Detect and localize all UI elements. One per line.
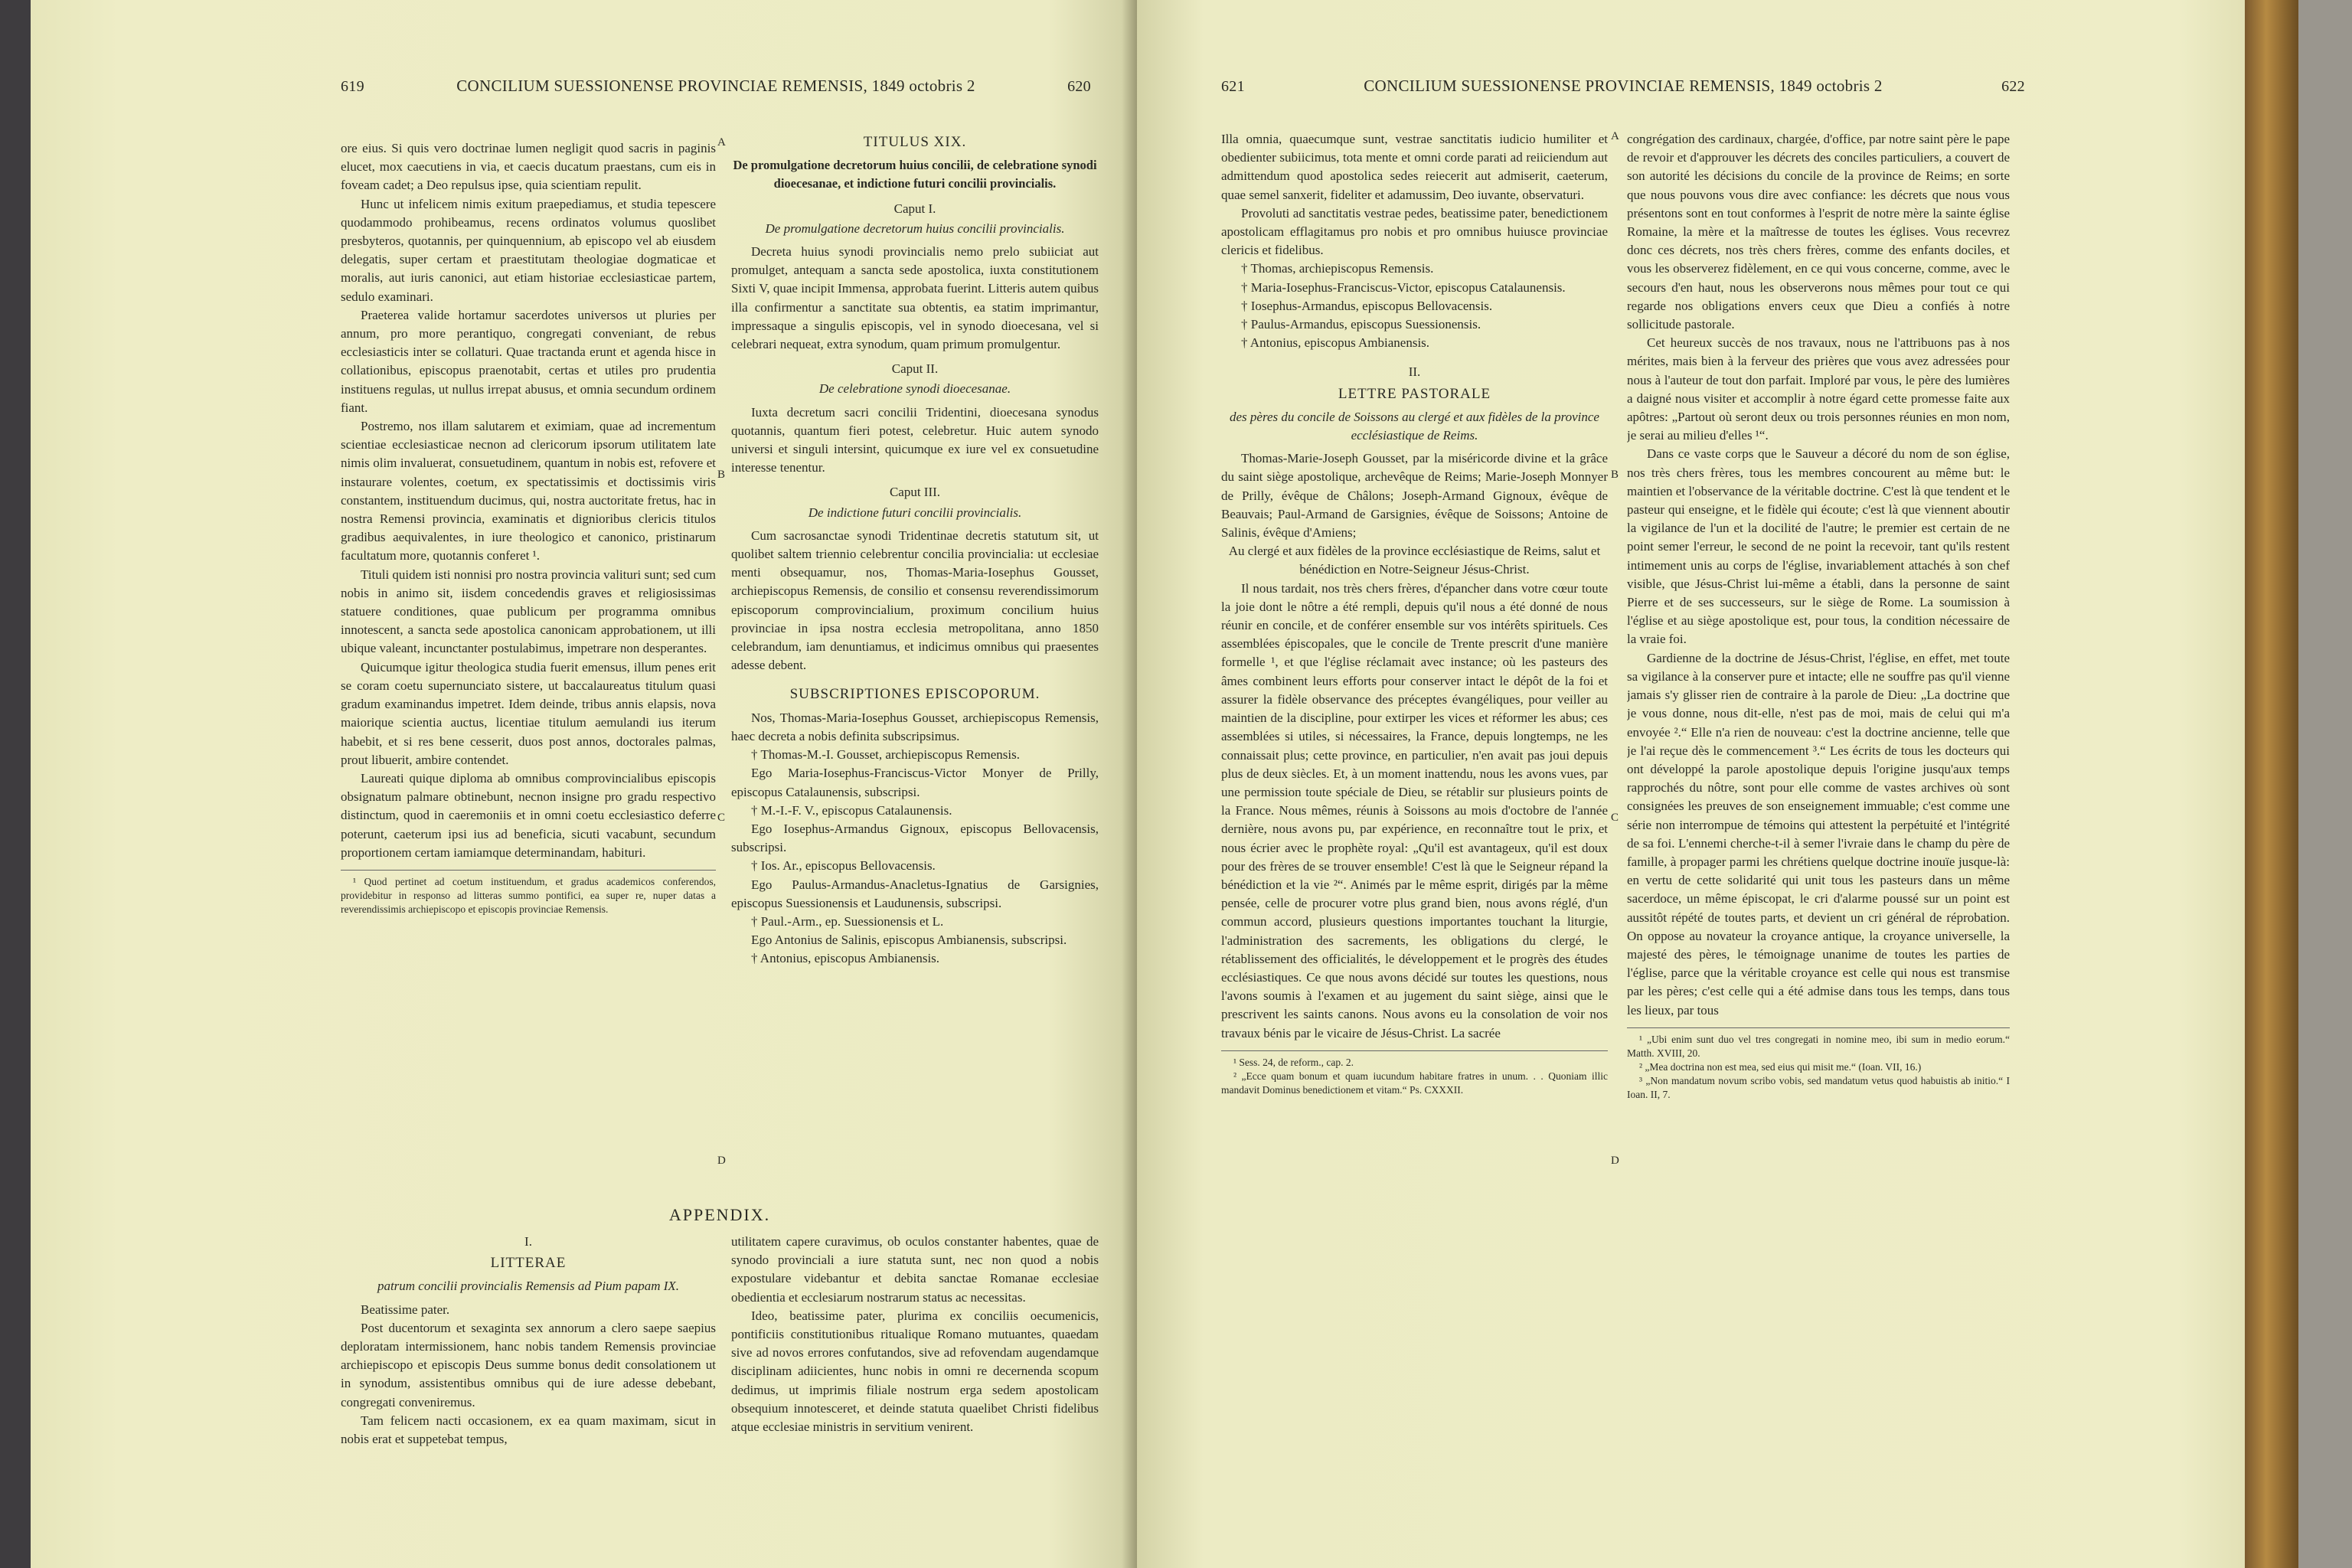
left-column-1: [341, 139, 716, 1196]
paragraph: Tam felicem nacti occasionem, ex ea quam maximam, sicut in nobis erat et suppetebat tempus,: [341, 1413, 716, 1447]
signature: † Maria-Iosephus-Franciscus-Victor, episcopus Catalaunensis.: [1241, 279, 1566, 295]
margin-letter: B: [717, 469, 726, 481]
subscription: † M.-I.-F. V., episcopus Catalaunensis.: [751, 802, 952, 818]
margin-letter: D: [717, 1155, 726, 1167]
paragraph: Dans ce vaste corps que le Sauveur a décoré du nom de son église, nos très chers frères, tous les membres concourent au même but: le maintien et l'observance de la véritable doctrine. C'est là que tendent et le pasteur qui enseigne, et le fidèle qui écoute; c'est là que viennent aboutir la vigilance de l'un et la docilité de l'autre; le premier est certain de ne point semer l'erreur, le second de ne point la recevoir, tant qu'ils restent intimement unis au corps de l'église, invariablement attachés à son chef visible, que Jésus-Christ lui-même a établi, dans la personne de saint Pierre et de ses successeurs, sur le siège de Rome. La soumission à l'église et au siège apostolique est, pour tous, la condition nécessaire de la vraie foi.: [1627, 446, 2010, 647]
signature: † Iosephus-Armandus, episcopus Bellovacensis.: [1241, 298, 1493, 313]
signature: † Paulus-Armandus, episcopus Suessionensis.: [1241, 317, 1481, 332]
margin-letter: A: [717, 136, 726, 149]
margin-letter: D: [1611, 1155, 1619, 1167]
section-number: I.: [524, 1234, 532, 1249]
subscription: Ego Paulus-Armandus-Anacletus-Ignatius de Garsignies, episcopus Suessionensis et Laudunensis, subscripsi.: [731, 877, 1099, 910]
paragraph: Thomas-Marie-Joseph Gousset, par la miséricorde divine et la grâce du saint siège apostolique, archevêque de Reims; Marie-Joseph Monnyer de Prilly, évêque de Châlons; Joseph-Armand Gignoux, évêque de Beauvais; Paul-Armand de Garsignies, évêque de Soissons; Antoine de Salinis, évêque d'Amiens;: [1221, 451, 1608, 541]
paragraph: congrégation des cardinaux, chargée, d'office, par notre saint père le pape de revoir et d'approuver les décrets des conciles particuliers, a couvert de son autorité les décisions du concile de la province de Reims; en sorte que nous pouvons vous dire avec confiance: les décrets que nous vous présentons sont en tout conformes à l'esprit de notre mère la sainte église Romaine, la mère et la maîtresse de toutes les églises. Vous recevrez donc ces décrets, nos très chers frères, comme des enfants dociles, et vous les observerez fidèlement, en ce qui vous concerne, comme, avec le secours d'en haut, nous les observerons nous mêmes pour tout ce qui regarde nos obligations envers ceux que Dieu a confiés à notre sollicitude pastorale.: [1627, 132, 2010, 332]
paragraph: Tituli quidem isti nonnisi pro nostra provincia valituri sunt; sed cum nobis in animo sit, iisdem concedendis graves et religiosissimas statuere conditiones, quae publicum per programma omnibus innotescent, a sancta sede apostolica canonicam approbationem, ut illi ubique valeant, incunctanter postulabimus, impetrare non desperantes.: [341, 567, 716, 656]
right-column-2: [1627, 130, 2010, 1562]
lettre-subtitle: des pères du concile de Soissons au clergé et aux fidèles de la province ecclésiastique de Reims.: [1230, 409, 1599, 443]
paragraph: Laureati quique diploma ab omnibus comprovincialibus episcopis obsignatum palmare obtinebunt, necnon insigne pro gradu respectivo distinctum, quod in caeremoniis et in omni coetu ecclesiastico deferre poterunt, caeterum ipsi ius ad beneficia, sicuti vacabunt, secundum proportionem certam iamiamque determinandam, habituri.: [341, 770, 716, 860]
footnotes: [1627, 1027, 2010, 1102]
margin-letter: C: [1611, 812, 1619, 824]
book-binding: [2245, 0, 2298, 1568]
litterae-subtitle: patrum concilii provincialis Remensis ad Pium papam IX.: [377, 1279, 680, 1294]
subscription: † Thomas-M.-I. Gousset, archiepiscopus Remensis.: [751, 747, 1020, 763]
left-column-2: [731, 130, 1099, 1202]
subscription: Nos, Thomas-Maria-Iosephus Gousset, archiepiscopus Remensis, haec decreta a nobis definita subscripsimus.: [731, 710, 1099, 743]
page-number-619: 619: [341, 78, 364, 95]
footnote-text: ¹ Quod pertinet ad coetum instituendum, et gradus academicos conferendos, providebitur in responso ad litteras summo pontifici, ea super re, nuper datas a reverendissimis archiepiscopo et episcopis provinciae Remensis.: [341, 875, 716, 915]
appendix-column-1: [341, 1233, 716, 1562]
subscription: Ego Maria-Iosephus-Franciscus-Victor Monyer de Prilly, episcopus Catalaunensis, subscripsi.: [731, 766, 1099, 799]
caput-heading: Caput II.: [891, 361, 939, 377]
footnote-text: ¹ „Ubi enim sunt duo vel tres congregati in nomine meo, ibi sum in medio eorum.“ Matth. XVIII, 20.: [1627, 1033, 2010, 1059]
running-head-left: [341, 77, 1091, 96]
footnote-text: ² „Ecce quam bonum et quam iucundum habitare fratres in unum. . . Quoniam illic mandavit Dominus benedictionem et vitam.“ Ps. CXXXII.: [1221, 1070, 1608, 1096]
subscription: † Antonius, episcopus Ambianensis.: [751, 951, 940, 966]
running-head-right: [1221, 77, 2025, 96]
subscription: † Paul.-Arm., ep. Suessionensis et L.: [751, 913, 944, 929]
titulus-subtitle: De promulgatione decretorum huius concilii, de celebratione synodi dioecesanae, et indictione futuri concilii provincialis.: [733, 158, 1097, 191]
margin-letter: C: [717, 812, 726, 824]
caput-subtitle: De indictione futuri concilii provincialis.: [808, 505, 1022, 520]
paragraph: Ideo, beatissime pater, plurima ex conciliis oecumenicis, pontificiis constitutionibus ritualique Romano mutuantes, quaedam sive ad novos errores confutandos, sive ad refovendam augendamque disciplinam adiicientes, hunc nobis in omni re decernenda scopum dedimus, ut imprimis filiale nostrum erga sedem apostolicam obsequium innotesceret, et deinde statuta quaelibet Christi fidelibus atque ecclesiae ministris in servitium venirent.: [731, 1308, 1099, 1435]
paragraph: Decreta huius synodi provincialis nemo prelo subiiciat aut promulget, antequam a sancta sede apostolica, iuxta constitutionem Sixti V, quae incipit Immensa, approbata fuerint. Litteris autem quibus illa confirmentur a sanctitate sua obtentis, ea statim imprimantur, impressaque a singulis episcopis, vel in synodo dioecesana, vel si celebrari nequeat, extra synodum, quam primum promulgentur.: [731, 244, 1099, 352]
running-title: CONCILIUM SUESSIONENSE PROVINCIAE REMENSIS, 1849 octobris 2: [1364, 77, 1883, 95]
paragraph: Il nous tardait, nos très chers frères, d'épancher dans votre cœur toute la joie dont le nôtre a été rempli, depuis qu'il nous a été donné de nous réunir en concile, et de conférer ensemble sur vos intérêts spirituels. Ces assemblées épiscopales, que le concile de Trente prescrit d'une manière formelle ¹, et que l'église réclamait avec instance; où les pasteurs des âmes combinent leurs efforts pour conserver intact le dépôt de la foi et assurer la fidèle observance des préceptes évangéliques, pour veiller au maintien de la discipline, pour extirper les vices et réformer les abus; ces assemblées si utiles, si nécessaires, la France, depuis longtemps, ne les connaissait plus; cette province, en particulier, n'en avait pas joui depuis plus de deux siècles. Et, à un moment inattendu, nous les avons vues, par une permission toute spéciale de Dieu, se rétablir sur plusieurs points de la France. Nous mêmes, réunis à Soissons au mois d'octobre de l'année dernière, nous avons pu, par expérience, en reconnaître tout le prix, et nous écrier avec le prophète royal: „Qu'il est avantageux, qu'il est doux pour des frères de se trouver ensemble! C'est là que le Seigneur répand la bénédiction et la vie ²“. Animés par le même esprit, dirigés par la même pensée, celle de procurer votre plus grand bien, nous avons réglé, d'un commun accord, plusieurs questions importantes touchant la liturgie, l'administration des sacrements, les obligations du clergé, le rétablissement des officialités, le développement et le progrès des études ecclésiastiques. Ce que nous avons décidé sur toutes les questions, nous l'avons soumis à l'examen et au jugement du saint siège, ainsi que le prescrivent les saints canons. Nous avons eu la consolation de voir nos travaux bénis par le vicaire de Jésus-Christ. La sacrée: [1221, 580, 1608, 1040]
paragraph: Iuxta decretum sacri concilii Tridentini, dioecesana synodus quotannis, quantum fieri potest, celebretur. Huic autem synodo universi et singuli intersint, quicumque ex iure vel ex consuetudine interesse tenentur.: [731, 404, 1099, 475]
section-number: II.: [1408, 364, 1421, 380]
titulus-heading: TITULUS XIX.: [863, 134, 967, 150]
paragraph: Praeterea valide hortamur sacerdotes universos ut pluries per annum, pro more perantiquo, congregati conveniant, de rebus ecclesiasticis inter se collaturi. Quae tractanda erunt et agenda hisce in collationibus, episcopus praenotabit, certas et utiles pro prudentia instituens regulas, ut nullus irrepat abusus, et omnia secundum ordinem fiant.: [341, 307, 716, 415]
paragraph: Quicumque igitur theologica studia fuerit emensus, illum penes erit se coram coetu supernunciato sistere, ut baccalaureatus titulum quasi gradum examinandus impetret. Idem deinde, tribus annis elapsis, nova maiorique scientia auctus, licentiae titulum aemulandi ius iterum habebit, et si res bene cesserit, duos post annos, doctorales palmas, prout libuerit, ambire contendet.: [341, 659, 716, 767]
paragraph: Hunc ut infelicem nimis exitum praepediamus, et studia tepescere quodammodo prohibeamus, recens ordinatos volumus quoslibet presbyteros, quotannis, per quinquennium, ab episcopo vel ab eiusdem delegatis, super certam et praestitutam theologiae dogmaticae et moralis, aut iuris canonici, aut etiam historiae ecclesiasticae partem, sedulo examinari.: [341, 196, 716, 304]
footnote-text: ² „Mea doctrina non est mea, sed eius qui misit me.“ (Ioan. VII, 16.): [1639, 1060, 1922, 1073]
paragraph: Gardienne de la doctrine de Jésus-Christ, l'église, en effet, met toute sa vigilance à la conserver pure et intacte; elle ne souffre pas qu'il vienne jamais s'y glisser rien de contraire à la parole de Dieu: „La doctrine que je vous donne, nous dit-elle, n'est pas de moi, mais de celui qui m'a envoyée ².“ Elle n'a rien de nouveau: c'est la doctrine ancienne, telle que je l'ai reçue dès le commencement ³.“ Les écrits de tous les docteurs qui ont développé la parole apostolique depuis l'origine jusqu'aux temps rapprochés du nôtre, sont pour elle comme de vastes archives où sont consignées les preuves de son enseignement immuable; c'est comme une série non interrompue de témoins qui attestent la perpétuité et l'intégrité de sa foi. L'ennemi cherche-t-il à semer l'ivraie dans le champ du père de famille, à propager parmi les chrétiens quelque doctrine inouïe jusque-là: en vertu de cette solidarité qui unit tous les pasteurs dans un même sacerdoce, un même épiscopat, le cri d'alarme poussé sur un point est aussitôt répété de toutes parts, et devient un cri général de réprobation. On oppose au novateur la croyance antique, la croyance universelle, la majesté des pères, le témoignage unanime de toutes les parties de l'église, parce que la véritable croyance est celle qui nous est transmise par les pères; c'est celle qui a été admise dans tous les temps, dans tous les lieux, par tous: [1627, 650, 2010, 1018]
appendix-heading: APPENDIX.: [668, 1205, 771, 1224]
left-page: [31, 0, 1137, 1568]
subscription: Ego Iosephus-Armandus Gignoux, episcopus Bellovacensis, subscripsi.: [731, 821, 1099, 855]
signature: † Thomas, archiepiscopus Remensis.: [1241, 261, 1434, 276]
caput-heading: Caput III.: [889, 485, 941, 500]
caput-heading: Caput I.: [893, 201, 936, 216]
subscription: † Ios. Ar., episcopus Bellovacensis.: [751, 858, 936, 874]
paragraph: utilitatem capere curavimus, ob oculos constanter habentes, quae de synodo provinciali a iure statuta sunt, nec non quod a nobis expostulare videbantur et debita sanctae Romanae ecclesiae obedientia et ecclesiarum nostrarum status ac necessitas.: [731, 1234, 1099, 1305]
appendix-column-2: [731, 1233, 1099, 1562]
paragraph: Beatissime pater.: [361, 1302, 450, 1317]
right-column-1: [1221, 130, 1608, 1562]
lettre-pastorale-heading: LETTRE PASTORALE: [1338, 385, 1491, 402]
paragraph: Illa omnia, quaecumque sunt, vestrae sanctitatis iudicio humiliter et obedienter subiicimus, tota mente et omni corde parati ad reiiciendum aut admittendum quod apostolica sedes reiecerit aut admiserit, caeterum, quae semel sanxerit, fideliter et adamussim, Deo iuvante, observaturi.: [1221, 132, 1608, 202]
footnote: [341, 870, 716, 916]
signature: † Antonius, episcopus Ambianensis.: [1241, 335, 1430, 351]
footnote-text: ¹ Sess. 24, de reform., cap. 2.: [1233, 1056, 1354, 1068]
paragraph: ore eius. Si quis vero doctrinae lumen negligit quod sacris in paginis elucet, mox caecutiens in via, et caecis ducatum praestans, cum eis in foveam cadet; a Deo repulsus ipse, quia scientiam repulit.: [341, 141, 716, 193]
paragraph: Post ducentorum et sexaginta sex annorum a clero saepe saepius deploratam intermissionem, hanc nobis tandem Remensis provinciae archiepiscopo et episcopis Deus summe bonus dedit consolationem ut in synodum, assistentibus omnibus qui de iure adesse debebant, congregati conveniremus.: [341, 1320, 716, 1410]
paragraph: Cum sacrosanctae synodi Tridentinae decretis statutum sit, ut quolibet saltem triennio celebrentur concilia provincialia: ut ecclesiae menti obsequamur, nos, Thomas-Maria-Iosephus Gousset, archiepiscopus Remensis, de consilio et consensu reverendissimorum episcoporum comprovincialium, proximum concilium huius provinciae in ipsa nostra ecclesia metropolitana, anno 1850 celebrandum, iam denuntiamus, et indicimus omnibus qui praesentes adesse debent.: [731, 528, 1099, 673]
footnotes: [1221, 1050, 1608, 1097]
page-number-620: 620: [1067, 78, 1091, 95]
margin-letter: A: [1611, 130, 1619, 142]
caput-subtitle: De celebratione synodi dioecesanae.: [818, 381, 1011, 397]
paragraph: Cet heureux succès de nos travaux, nous ne l'attribuons pas à nos mérites, mais bien à la ferveur des prières que vous avez adressées pour nous à l'auteur de tout don parfait. Imploré par vous, le père des lumières a daigné nous visiter et accomplir à notre égard cette promesse faite aux apôtres: „Partout où seront deux ou trois personnes réunies en mon nom, je serai au milieu d'elles ¹“.: [1627, 335, 2010, 443]
page-number-622: 622: [2001, 78, 2025, 95]
subscription: Ego Antonius de Salinis, episcopus Ambianensis, subscripsi.: [751, 933, 1067, 948]
paragraph: Provoluti ad sanctitatis vestrae pedes, beatissime pater, benedictionem apostolicam efflagitamus pro nobis et pro omnibus huiusce provinciae clericis et fidelibus.: [1221, 205, 1608, 258]
background-left: [0, 0, 31, 1568]
salutation: Au clergé et aux fidèles de la province ecclésiastique de Reims, salut et bénédiction en Notre-Seigneur Jésus-Christ.: [1228, 544, 1601, 577]
footnote-text: ³ „Non mandatum novum scribo vobis, sed mandatum vetus quod habuistis ab initio.“ I Ioan. II, 7.: [1627, 1074, 2010, 1100]
caput-subtitle: De promulgatione decretorum huius concilii provincialis.: [765, 220, 1065, 236]
running-title: CONCILIUM SUESSIONENSE PROVINCIAE REMENSIS, 1849 octobris 2: [456, 77, 975, 95]
paragraph: Postremo, nos illam salutarem et eximiam, quae ad incrementum scientiae ecclesiasticae necnon ad clericorum ipsorum utilitatem late nimis olim invaluerat, consuetudinem, quantum in nobis est, refovere et instaurare volentes, coetum, ex spectatissimis et doctissimis viris constantem, instituendum ducimus, qui, nostra auctoritate fretus, hac in nostra Remensi provincia, examinatis et dignioribus clericis titulos gradibus aequivalentes, in iure theologico et canonico, pristinarum facultatum more, quotannis conferet ¹.: [341, 419, 716, 564]
margin-letter: B: [1611, 469, 1619, 481]
right-page: [1137, 0, 2245, 1568]
litterae-heading: LITTERAE: [490, 1255, 567, 1272]
subscriptiones-heading: SUBSCRIPTIONES EPISCOPORUM.: [789, 686, 1040, 703]
page-number-621: 621: [1221, 78, 1245, 95]
